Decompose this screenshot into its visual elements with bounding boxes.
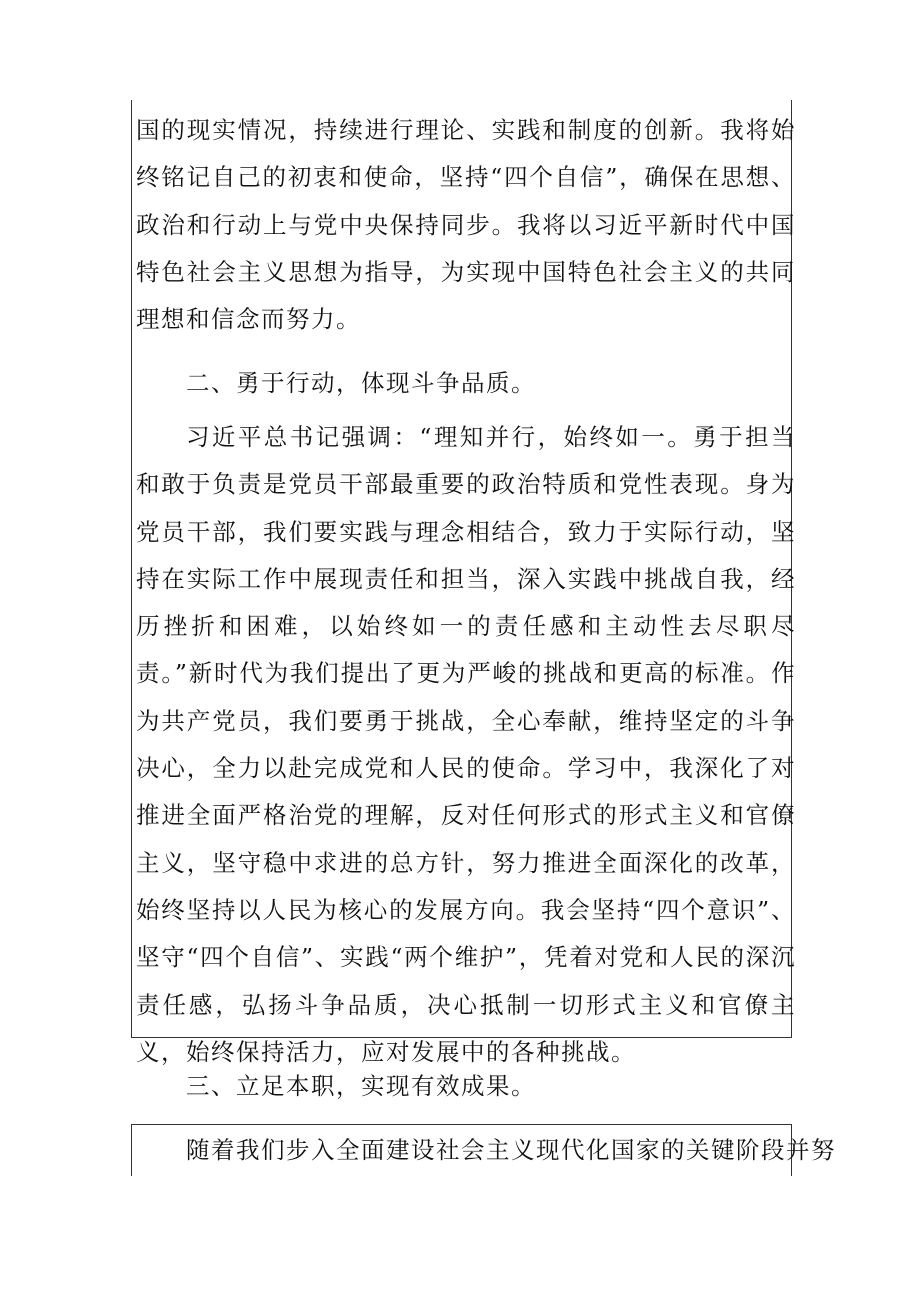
paragraph-section-2: 习近平总书记强调：“理知并行，始终如一。勇于担当和敢于负责是党员干部最重要的政治特质和党性表现。身为党员干部，我们要实践与理念相结合，致力于实际行动，坚持在实际工作中展现责任和担当，深入实践中挑战自我，经历挫折和困难，以始终如一的责任感和主动性去尽职尽责。”新时代为我们提出了更为严峻的挑战和更高的标准。作为共产党员，我们要勇于挑战，全心奉献，维持坚定的斗争决心，全力以赴完成党和人民的使命。学习中，我深化了对推进全面严格治党的理解，反对任何形式的形式主义和官僚主义，坚守稳中求进的总方针，努力推进全面深化的改革，始终坚持以人民为核心的发展方向。我会坚持“四个意识”、坚守“四个自信”、实践“两个维护”，凭着对党和人民的深沉责任感，弘扬斗争品质，决心抵制一切形式主义和官僚主义，始终保持活力，应对发展中的各种挑战。	[136, 423, 796, 1066]
section-heading-2: 二、勇于行动，体现斗争品质。	[186, 369, 536, 397]
paragraph-continued: 国的现实情况，持续进行理论、实践和制度的创新。我将始终铭记自己的初衷和使命，坚持“四个自信”，确保在思想、政治和行动上与党中央保持同步。我将以习近平新时代中国特色社会主义思想为指导，为实现中国特色社会主义的共同理想和信念而努力。	[136, 116, 796, 334]
section-heading-3: 三、立足本职，实现有效成果。	[186, 1072, 536, 1100]
paragraph-section-3-start: 随着我们步入全面建设社会主义现代化国家的关键阶段并努	[186, 1136, 836, 1164]
